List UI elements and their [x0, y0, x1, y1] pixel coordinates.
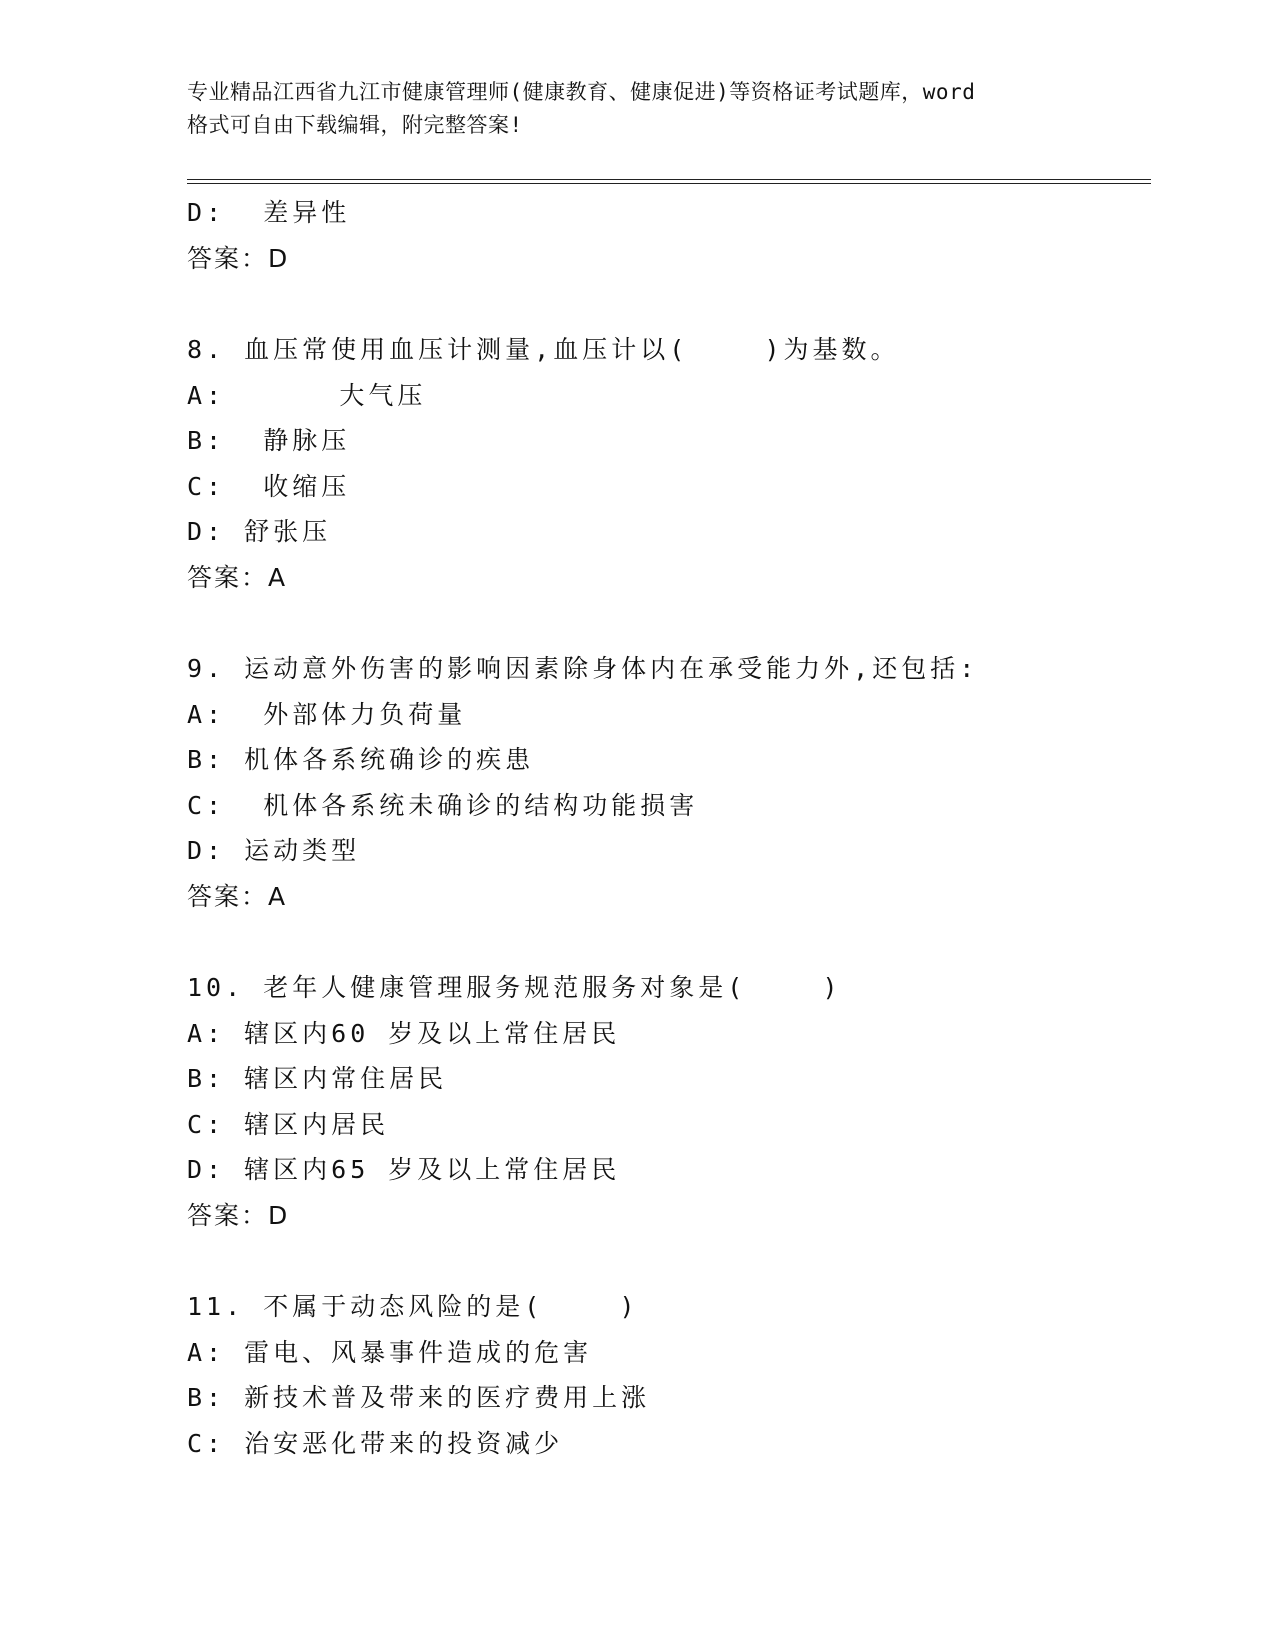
- header-line-2: 格式可自由下载编辑，附完整答案!: [187, 113, 523, 137]
- answer-label: 答案：D: [187, 1200, 290, 1230]
- option-c: C: 治安恶化带来的投资减少: [187, 1428, 564, 1458]
- header-divider-top: [187, 179, 1151, 180]
- option-b: B: 静脉压: [187, 426, 351, 455]
- question-stem: 10. 老年人健康管理服务规范服务对象是( ): [187, 973, 842, 1002]
- question-stem: 9. 运动意外伤害的影响因素除身体内在承受能力外,还包括:: [187, 654, 979, 683]
- option-a: A: 大气压: [187, 380, 427, 410]
- answer-label: 答案：D: [187, 243, 290, 273]
- question-9: [187, 646, 1147, 919]
- option-d: D: 辖区内65 岁及以上常住居民: [187, 1155, 621, 1184]
- option-a: A: 雷电、风暴事件造成的危害: [187, 1337, 593, 1367]
- question-stem: 11. 不属于动态风险的是( ): [187, 1292, 639, 1321]
- header-line-1: 专业精品江西省九江市健康管理师(健康教育、健康促进)等资格证考试题库，word: [187, 80, 976, 104]
- header-divider-bottom: [187, 183, 1151, 184]
- option-a: A: 外部体力负荷量: [187, 699, 467, 729]
- question-8: [187, 327, 1147, 600]
- answer-label: 答案：A: [187, 562, 288, 592]
- option-b: B: 新技术普及带来的医疗费用上涨: [187, 1383, 651, 1412]
- answer-label: 答案：A: [187, 881, 288, 911]
- question-7-tail: [187, 190, 1147, 281]
- document-header: [187, 76, 1087, 142]
- option-c: C: 机体各系统未确诊的结构功能损害: [187, 790, 699, 820]
- option-c: C: 收缩压: [187, 471, 351, 501]
- option-b: B: 辖区内常住居民: [187, 1064, 448, 1093]
- option-b: B: 机体各系统确诊的疾患: [187, 745, 535, 774]
- option-a: A: 辖区内60 岁及以上常住居民: [187, 1018, 621, 1048]
- option-d: D: 舒张压: [187, 517, 332, 546]
- question-10: [187, 965, 1147, 1238]
- question-list: [187, 190, 1147, 1466]
- option-d: D: 运动类型: [187, 836, 361, 865]
- option-c: C: 辖区内居民: [187, 1109, 390, 1139]
- question-stem: 8. 血压常使用血压计测量,血压计以( )为基数。: [187, 335, 900, 364]
- option-d: D: 差异性: [187, 198, 351, 227]
- question-11: [187, 1284, 1147, 1466]
